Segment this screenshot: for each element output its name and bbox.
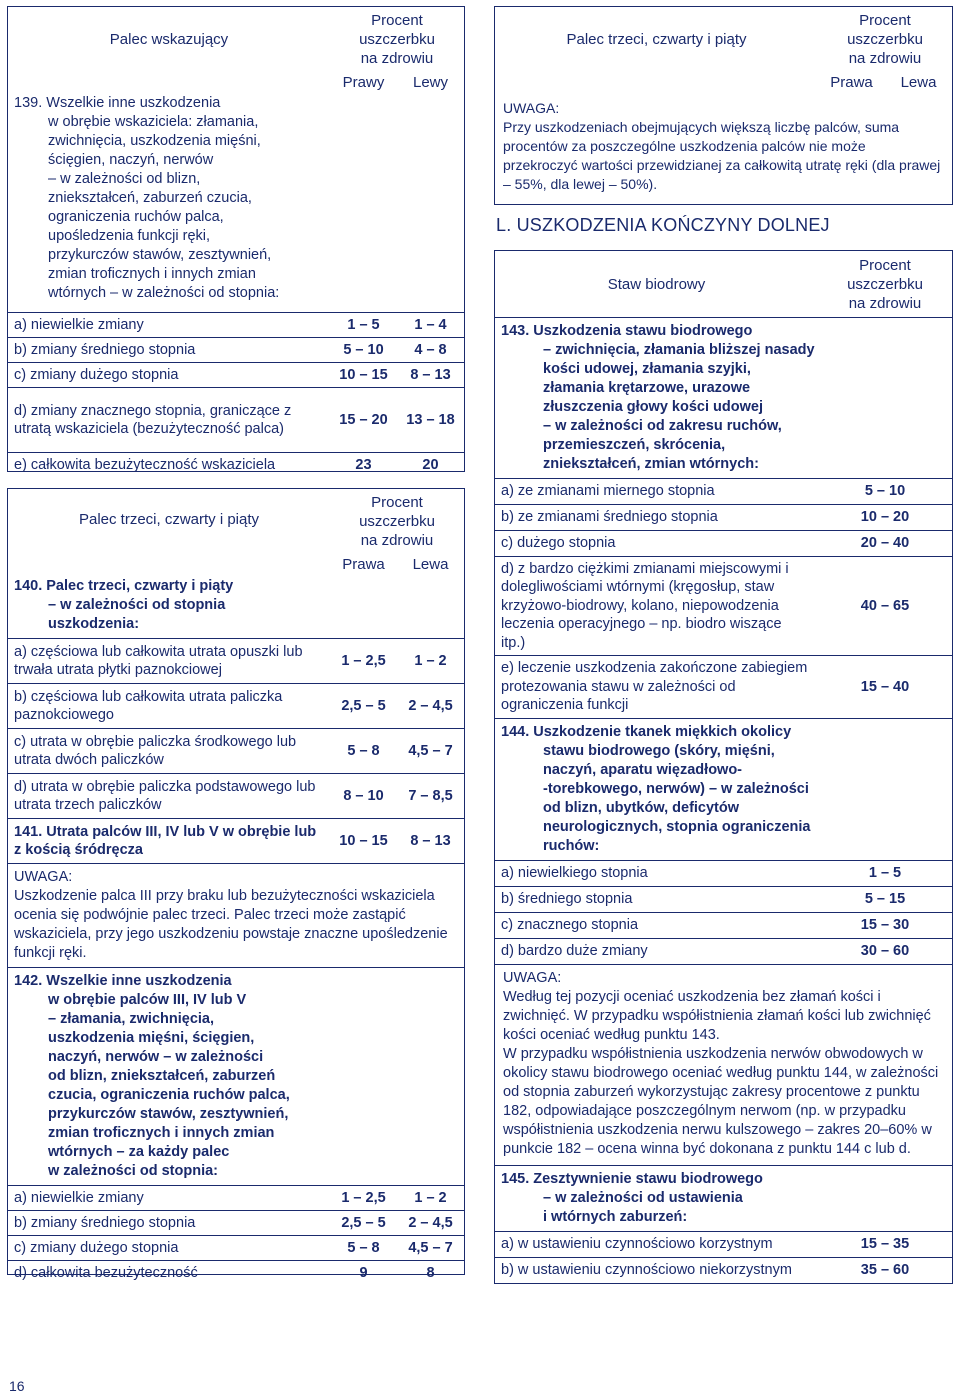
table-fingers-note	[494, 6, 953, 205]
table-row: b) częściowa lub całkowita utrata paliczka paznokciowego 2,5 – 5 2 – 4,5	[8, 684, 464, 729]
table-row: c) znacznego stopnia 15 – 30	[495, 913, 952, 939]
table-rows	[8, 638, 464, 1285]
table-row: b) w ustawieniu czynnościowo niekorzystnym 35 – 60	[501, 1262, 910, 1279]
side-left-label: Lewy	[412, 74, 449, 91]
note	[495, 965, 952, 1166]
table-row: d) z bardzo ciężkimi zmianami miejscowymi i dolegliwościami wtórnymi (kręgosłup, staw krzyżowo-biodrowy, kolano, niepowodzenia leczenia operacyjnego – np. biodro wiszące itp.) 40 – 65	[495, 557, 952, 656]
sides-header	[330, 71, 464, 94]
table-header	[495, 251, 952, 318]
table-title: Palec wskazujący	[109, 31, 229, 48]
percent-header	[818, 251, 952, 317]
item-144: 144. Uszkodzenie tkanek miękkich okolicy stawu biodrowego (skóry, mięśni, naczyń, aparatu więzadłowo- -torebkowego, nerwów) – w zależności od blizn, ubytków, deficytów neurologicznych, stopnia ograniczenia ruchów:	[495, 719, 952, 861]
item-number: 144.	[501, 724, 530, 740]
item-140: 140. Palec trzeci, czwarty i piąty – w zależności od stopnia uszkodzenia:	[14, 578, 234, 632]
table-title: Palec trzeci, czwarty i piąty	[566, 31, 747, 48]
table-header	[495, 7, 952, 95]
percent-header	[818, 7, 952, 95]
side-right-label: Prawa	[830, 74, 873, 91]
table-row: b) zmiany średniego stopnia 5 – 10 4 – 8	[8, 338, 464, 363]
item-number: 141.	[14, 823, 43, 840]
percent-header	[330, 7, 464, 94]
table-row: d) całkowita bezużyteczność 9 8	[14, 1264, 435, 1281]
item-number: 143.	[501, 323, 530, 339]
table-row: a) niewielkie zmiany 1 – 5 1 – 4	[8, 313, 464, 338]
side-left-label: Lewa	[412, 556, 449, 573]
sides-header	[818, 71, 952, 94]
sides-header	[330, 553, 464, 576]
table-row: c) zmiany dużego stopnia 5 – 8 4,5 – 7	[8, 1236, 464, 1261]
percent-label: Procent uszczerbku na zdrowiu	[847, 257, 923, 312]
table-header	[8, 489, 464, 577]
note-text: W przypadku współistnienia uszkodzenia nerwów obwodowych w okolicy stawu biodrowego oceniać według punktu 144, w zależności od stopnia zaburzeń wykorzystując zakresy procentowe z punktu 182, odpowiadające poszczególnym nerwom (np. w przypadku współistnienia uszkodzenia nerwu kulszowego – zakres 20–60% w punkcie 182 – ocena winna być dokonana z punktu 144 c lub d.	[503, 1046, 939, 1157]
side-right-label: Prawy	[342, 74, 385, 91]
table-row: e) leczenie uszkodzenia zakończone zabiegiem protezowania stawu w zależności od ograniczenia funkcji 15 – 40	[495, 656, 952, 719]
note	[8, 864, 464, 968]
table-row: b) zmiany średniego stopnia 2,5 – 5 2 – 4,5	[8, 1211, 464, 1236]
table-row: a) ze zmianami miernego stopnia 5 – 10	[495, 479, 952, 505]
table-title: Palec trzeci, czwarty i piąty	[78, 511, 260, 528]
percent-label: Procent uszczerbku na zdrowiu	[359, 494, 435, 549]
table-row: a) niewielkiego stopnia 1 – 5	[495, 861, 952, 887]
note-text: Przy uszkodzeniach obejmujących większą liczbę palców, suma procentów za poszczególne uszkodzenia palców nie może przekroczyć wartości przewidzianej za całkowitą utratę ręki (dla prawej – 55%, dla lewej – 50%).	[503, 119, 941, 192]
table-row: b) średniego stopnia 5 – 15	[495, 887, 952, 913]
table-index-finger	[7, 6, 465, 472]
table-row: d) zmiany znacznego stopnia, graniczące z utratą wskaziciela (bezużyteczność palca) 15 – 20 13 – 18	[8, 388, 464, 453]
item-number: 140.	[14, 578, 43, 594]
table-hip-joint	[494, 250, 953, 1284]
table-row: d) bardzo duże zmiany 30 – 60	[495, 939, 952, 965]
item-number: 139.	[14, 95, 43, 111]
table-row: c) dużego stopnia 20 – 40	[495, 531, 952, 557]
percent-header	[330, 489, 464, 577]
table-row: d) utrata w obrębie paliczka podstawowego lub utrata trzech paliczków 8 – 10 7 – 8,5	[8, 774, 464, 819]
table-row: c) utrata w obrębie paliczka środkowego lub utrata dwóch paliczków 5 – 8 4,5 – 7	[8, 729, 464, 774]
item-141: 141. Utrata palców III, IV lub V w obrębie lub z kością śródręcza 10 – 15 8 – 13	[8, 819, 464, 864]
side-left-label: Lewa	[900, 74, 937, 91]
note-text: Według tej pozycji oceniać uszkodzenia bez złamań kości i zwichnięć. W przypadku współistnienia złamań kości lub zwichnięć kości oceniać według punktu 143.	[503, 989, 931, 1043]
table-row: a) częściowa lub całkowita utrata opuszki lub trwała utrata płytki paznokciowej 1 – 2,5 1 – 2	[8, 639, 464, 684]
note	[495, 95, 952, 204]
note-text: Uszkodzenie palca III przy braku lub bezużyteczności wskaziciela ocenia się podwójnie palec trzeci. Palec trzeci może zastąpić wskaziciela, przy jego uszkodzeniu powstaje znaczne upośledzenie funkcji ręki.	[14, 888, 448, 961]
table-row: e) całkowita bezużyteczność wskaziciela 23 20	[14, 456, 439, 473]
table-rows	[8, 312, 464, 477]
item-139: 139. Wszelkie inne uszkodzenia w obrębie wskaziciela: złamania, zwichnięcia, uszkodzenia mięśni, ścięgien, naczyń, nerwów – w zależności od blizn, zniekształceń, zaburzeń czucia, ograniczenia ruchów palca, upośledzenia funkcji ręki, przykurczów stawów, zesztywnień, zmian troficznych i innych zmian wtórnych – w zależności od stopnia:	[14, 95, 280, 301]
table-row: c) zmiany dużego stopnia 10 – 15 8 – 13	[8, 363, 464, 388]
note-label: UWAGA:	[503, 100, 560, 116]
item-143: 143. Uszkodzenia stawu biodrowego – zwichnięcia, złamania bliższej nasady kości udowej, złamania szyjki, złamania krętarzowe, urazowe złuszczenia głowy kości udowej – w zależności od zakresu ruchów, przemieszczeń, skrócenia, zniekształceń, zmian wtórnych:	[495, 318, 952, 479]
table-header	[8, 7, 464, 94]
note-label: UWAGA:	[14, 869, 73, 885]
note-label: UWAGA:	[503, 970, 562, 986]
table-fingers-3-4-5	[7, 488, 465, 1281]
table-title: Staw biodrowy	[607, 275, 706, 293]
item-142: 142. Wszelkie inne uszkodzenia w obrębie palców III, IV lub V – złamania, zwichnięcia, uszkodzenia mięśni, ścięgien, naczyń, nerwów – w zależności od blizn, zniekształceń, zaburzeń czucia, ograniczenia ruchów palca, przykurczów stawów, zesztywnień, zmian troficznych i innych zmian wtórnych – za każdy palec w zależności od stopnia:	[8, 968, 464, 1186]
item-number: 145.	[501, 1171, 530, 1187]
left-column	[7, 6, 465, 1281]
percent-label: Procent uszczerbku na zdrowiu	[847, 12, 923, 67]
table-row: a) w ustawieniu czynnościowo korzystnym 15 – 35	[495, 1232, 952, 1258]
side-right-label: Prawa	[342, 556, 385, 573]
percent-label: Procent uszczerbku na zdrowiu	[359, 12, 435, 67]
table-row: a) niewielkie zmiany 1 – 2,5 1 – 2	[8, 1186, 464, 1211]
section-title: L. USZKODZENIA KOŃCZYNY DOLNEJ	[496, 215, 830, 235]
item-number: 142.	[14, 973, 43, 989]
right-column	[494, 6, 953, 1284]
table-row: b) ze zmianami średniego stopnia 10 – 20	[495, 505, 952, 531]
item-145: 145. Zesztywnienie stawu biodrowego – w zależności od ustawienia i wtórnych zaburzeń:	[495, 1166, 952, 1232]
page-number: 16	[9, 1378, 25, 1394]
